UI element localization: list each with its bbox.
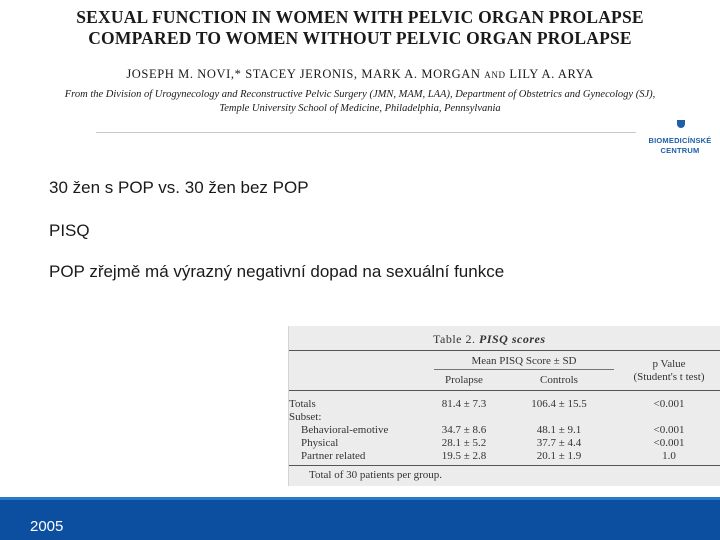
footer-accent-line [0,497,720,500]
p-value-header: p Value [652,358,686,370]
bullet-item: POP zřejmě má výrazný negativní dopad na sexuální funkce [49,262,505,281]
cell-p: <0.001 [653,424,685,436]
logo-text [640,136,720,156]
cell-controls: 106.4 ± 15.5 [531,398,587,410]
paper-affiliation [0,88,720,116]
cell-prolapse: 34.7 ± 8.6 [441,424,487,436]
cell-controls: 48.1 ± 9.1 [536,424,582,436]
footer-bar [0,497,720,540]
affiliation-line-1: From the Division of Urogynecology and Reconstructive Pelvic Surgery (JMN, MAM, LAA), Department of Obstetrics and Gynecology (SJ), [64,89,656,100]
pisq-scores-table [288,326,720,486]
cell-prolapse: 81.4 ± 7.3 [441,398,487,410]
title-line-2: COMPARED TO WOMEN WITHOUT PELVIC ORGAN PROLAPSE [88,28,632,48]
table-bottom-rule [289,465,720,466]
authors-part-1: JOSEPH M. NOVI,* STACEY JERONIS, MARK A. MORGAN [126,67,481,81]
logo-line-1: BIOMEDICÍNSKÉ [648,136,712,145]
paper-title [0,7,720,49]
footer-year: 2005 [30,518,64,535]
table-caption: PISQ scores [478,332,546,346]
title-line-1: SEXUAL FUNCTION IN WOMEN WITH PELVIC ORGAN PROLAPSE [76,7,644,27]
header-bottom-rule [289,390,720,391]
col-controls: Controls [540,374,578,386]
biomedicinske-centrum-logo [640,120,720,160]
cell-p: <0.001 [653,398,685,410]
authors-and: AND [484,70,506,80]
logo-mark-icon [677,120,685,128]
paper-authors [0,67,720,82]
cell-prolapse: 28.1 ± 5.2 [441,437,487,449]
authors-part-2: LILY A. ARYA [509,67,594,81]
row-label: Subset: [289,411,322,423]
cell-controls: 37.7 ± 4.4 [536,437,582,449]
paper-header [0,0,720,122]
col-prolapse: Prolapse [445,374,483,386]
row-label: Partner related [301,450,366,462]
cell-controls: 20.1 ± 1.9 [536,450,582,462]
table-top-rule [289,350,720,351]
table-label: Table 2. [433,332,476,346]
p-value-subheader: (Student's t test) [633,371,705,383]
table-title [433,332,546,347]
bullet-item: PISQ [49,221,90,240]
header-divider [96,132,636,133]
row-label: Totals [289,398,316,410]
cell-p: <0.001 [653,437,685,449]
group-header-rule [434,369,614,370]
row-label: Behavioral-emotive [301,424,389,436]
cell-p: 1.0 [662,450,676,462]
bullet-item: 30 žen s POP vs. 30 žen bez POP [49,178,309,197]
row-label: Physical [301,437,339,449]
affiliation-line-2: Temple University School of Medicine, Philadelphia, Pennsylvania [219,103,501,114]
table-footnote: Total of 30 patients per group. [309,469,443,481]
cell-prolapse: 19.5 ± 2.8 [441,450,487,462]
logo-line-2: CENTRUM [660,146,700,155]
group-header: Mean PISQ Score ± SD [471,355,577,367]
